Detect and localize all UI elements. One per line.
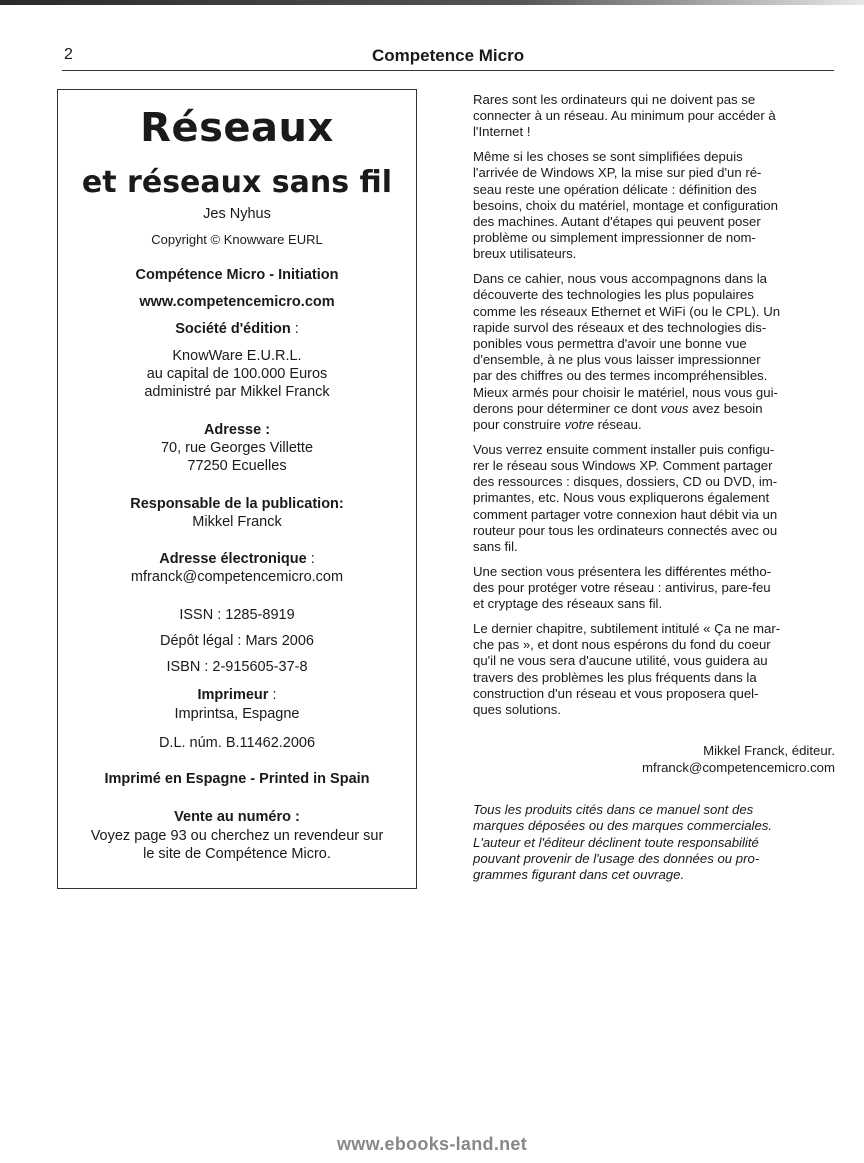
- text-line: comme les réseaux Ethernet et WiFi (ou le CPL). Un: [473, 303, 781, 319]
- text-line: et cryptage des réseaux sans fil.: [473, 596, 663, 612]
- publisher-line: administré par Mikkel Franck: [144, 384, 330, 400]
- text-line: comment partager votre connexion haut débit via un: [473, 506, 778, 522]
- publisher-heading: [58, 320, 416, 338]
- text-line: ques solutions.: [473, 702, 561, 718]
- text-line: L'auteur et l'éditeur déclinent toute responsabilité: [473, 834, 759, 850]
- text-line: che pas », et dont nous espérons du fond du coeur: [473, 637, 771, 653]
- text-line: par des chiffres ou des termes incompréhensibles.: [473, 368, 768, 384]
- issn: ISSN : 1285-8919: [179, 607, 295, 623]
- text-line: d'ensemble, à ne plus vous laisser impressionner: [473, 352, 761, 368]
- text-line: Tous les produits cités dans ce manuel sont des: [473, 802, 754, 818]
- text-line: construction d'un réseau et vous proposera quel-: [473, 685, 759, 701]
- text-line: ponibles vous permettra d'avoir une bonne vue: [473, 336, 747, 352]
- author: Jes Nyhus: [203, 206, 271, 222]
- responsible-label: Responsable de la publication:: [130, 496, 344, 512]
- paragraph: [473, 621, 835, 718]
- text-line: l'Internet !: [473, 124, 531, 140]
- text-line: routeur pour tous les ordinateurs connectés avec ou: [473, 522, 778, 538]
- legal-deposit-number: D.L. núm. B.11462.2006: [158, 735, 316, 751]
- address-line: 70, rue Georges Villette: [160, 440, 314, 456]
- text-line: grammes figurant dans cet ouvrage.: [473, 867, 685, 883]
- header-rule: [62, 70, 834, 71]
- publisher-colon: :: [290, 321, 299, 337]
- email-heading: [58, 550, 416, 568]
- text-line: sans fil.: [473, 539, 518, 555]
- paragraph: [473, 271, 835, 433]
- text-line: rapide survol des réseaux et des technologies dis-: [473, 319, 767, 335]
- text-line: seau reste une opération délicate : définition des: [473, 181, 757, 197]
- text-line: qu'il ne vous sera d'aucune utilité, vous guidera au: [473, 653, 768, 669]
- paragraph: [473, 92, 835, 141]
- book-title: Réseaux: [140, 105, 334, 151]
- text-line: problème ou simplement impressionner de nom-: [473, 230, 756, 246]
- publisher-label: Société d'édition: [175, 321, 291, 337]
- trademark-disclaimer: [473, 802, 835, 883]
- intro-text-column: [473, 92, 835, 883]
- email: mfranck@competencemicro.com: [130, 569, 344, 585]
- text-line: breux utilisateurs.: [473, 246, 577, 262]
- footer-watermark: www.ebooks-land.net: [336, 1134, 528, 1154]
- printer-colon: :: [268, 687, 277, 703]
- running-title: Competence Micro: [372, 46, 525, 65]
- text-line: des pour protéger votre réseau : antivirus, pare-feu: [473, 580, 771, 596]
- text-line: réseau.: [593, 417, 642, 433]
- publisher-line: KnowWare E.U.R.L.: [172, 348, 302, 364]
- text-line: connecter à un réseau. Au minimum pour accéder à: [473, 108, 776, 124]
- paragraph: [473, 442, 835, 555]
- top-scan-edge: [0, 0, 864, 5]
- email-colon: :: [306, 551, 315, 567]
- emphasis: vous: [660, 400, 689, 416]
- isbn: ISBN : 2-915605-37-8: [166, 659, 308, 675]
- text-line: Vous verrez ensuite comment installer puis configu-: [473, 441, 775, 457]
- signature-name: Mikkel Franck, éditeur.: [703, 743, 835, 759]
- text-line: rer le réseau sous Windows XP. Comment partager: [473, 458, 773, 474]
- paragraph: [473, 149, 835, 262]
- sale-line: le site de Compétence Micro.: [143, 846, 331, 862]
- text-line: travers des problèmes les plus fréquents dans la: [473, 669, 757, 685]
- copyright: Copyright © Knowware EURL: [151, 232, 323, 247]
- text-line: Dans ce cahier, nous vous accompagnons dans la: [473, 271, 767, 287]
- emphasis: votre: [564, 417, 594, 433]
- colophon-box: [57, 89, 417, 889]
- sale-label: Vente au numéro :: [174, 809, 300, 825]
- text-line: des ressources : disques, dossiers, CD ou DVD, im-: [473, 474, 778, 490]
- signature-email: mfranck@competencemicro.com: [642, 760, 835, 776]
- text-line: découverte des technologies les plus populaires: [473, 287, 754, 303]
- text-line: pouvant provenir de l'usage des données ou pro-: [473, 850, 760, 866]
- address-label: Adresse :: [203, 422, 271, 438]
- text-line: Le dernier chapitre, subtilement intitulé « Ça ne mar-: [473, 621, 781, 637]
- text-line: Une section vous présentera les différentes métho-: [473, 563, 772, 579]
- depot-legal: Dépôt légal : Mars 2006: [160, 633, 314, 649]
- text-line: l'arrivée de Windows XP, la mise sur pied d'un ré-: [473, 165, 762, 181]
- text-line: Mieux armés pour choisir le matériel, nous vous gui-: [473, 384, 778, 400]
- text-line: marques déposées ou des marques commerciales.: [473, 818, 773, 834]
- text-line: Même si les choses se sont simplifiées depuis: [473, 149, 743, 165]
- signature: [473, 742, 835, 776]
- printed-in: Imprimé en Espagne - Printed in Spain: [104, 771, 370, 787]
- text-line: pour construire: [473, 417, 565, 433]
- text-line: des machines. Autant d'étapes qui peuvent poser: [473, 214, 761, 230]
- page-number: 2: [64, 46, 73, 63]
- sale-line: Voyez page 93 ou cherchez un revendeur sur: [90, 828, 384, 844]
- responsible-name: Mikkel Franck: [192, 514, 282, 530]
- printer: Imprintsa, Espagne: [174, 706, 300, 722]
- address-line: 77250 Ecuelles: [187, 458, 287, 474]
- series-name: Compétence Micro - Initiation: [135, 267, 339, 283]
- text-line: derons pour déterminer ce dont: [473, 400, 661, 416]
- printer-heading: [58, 686, 416, 704]
- website: www.competencemicro.com: [139, 294, 335, 310]
- printer-label: Imprimeur: [197, 687, 269, 703]
- email-label: Adresse électronique: [159, 551, 307, 567]
- text-line: avez besoin: [688, 400, 763, 416]
- book-subtitle: et réseaux sans fil: [81, 165, 393, 200]
- text-line: Rares sont les ordinateurs qui ne doivent pas se: [473, 92, 756, 107]
- publisher-line: au capital de 100.000 Euros: [146, 366, 328, 382]
- paragraph: [473, 564, 835, 613]
- text-line: primantes, etc. Nous vous expliquerons également: [473, 490, 770, 506]
- text-line: besoins, choix du matériel, montage et configuration: [473, 197, 778, 213]
